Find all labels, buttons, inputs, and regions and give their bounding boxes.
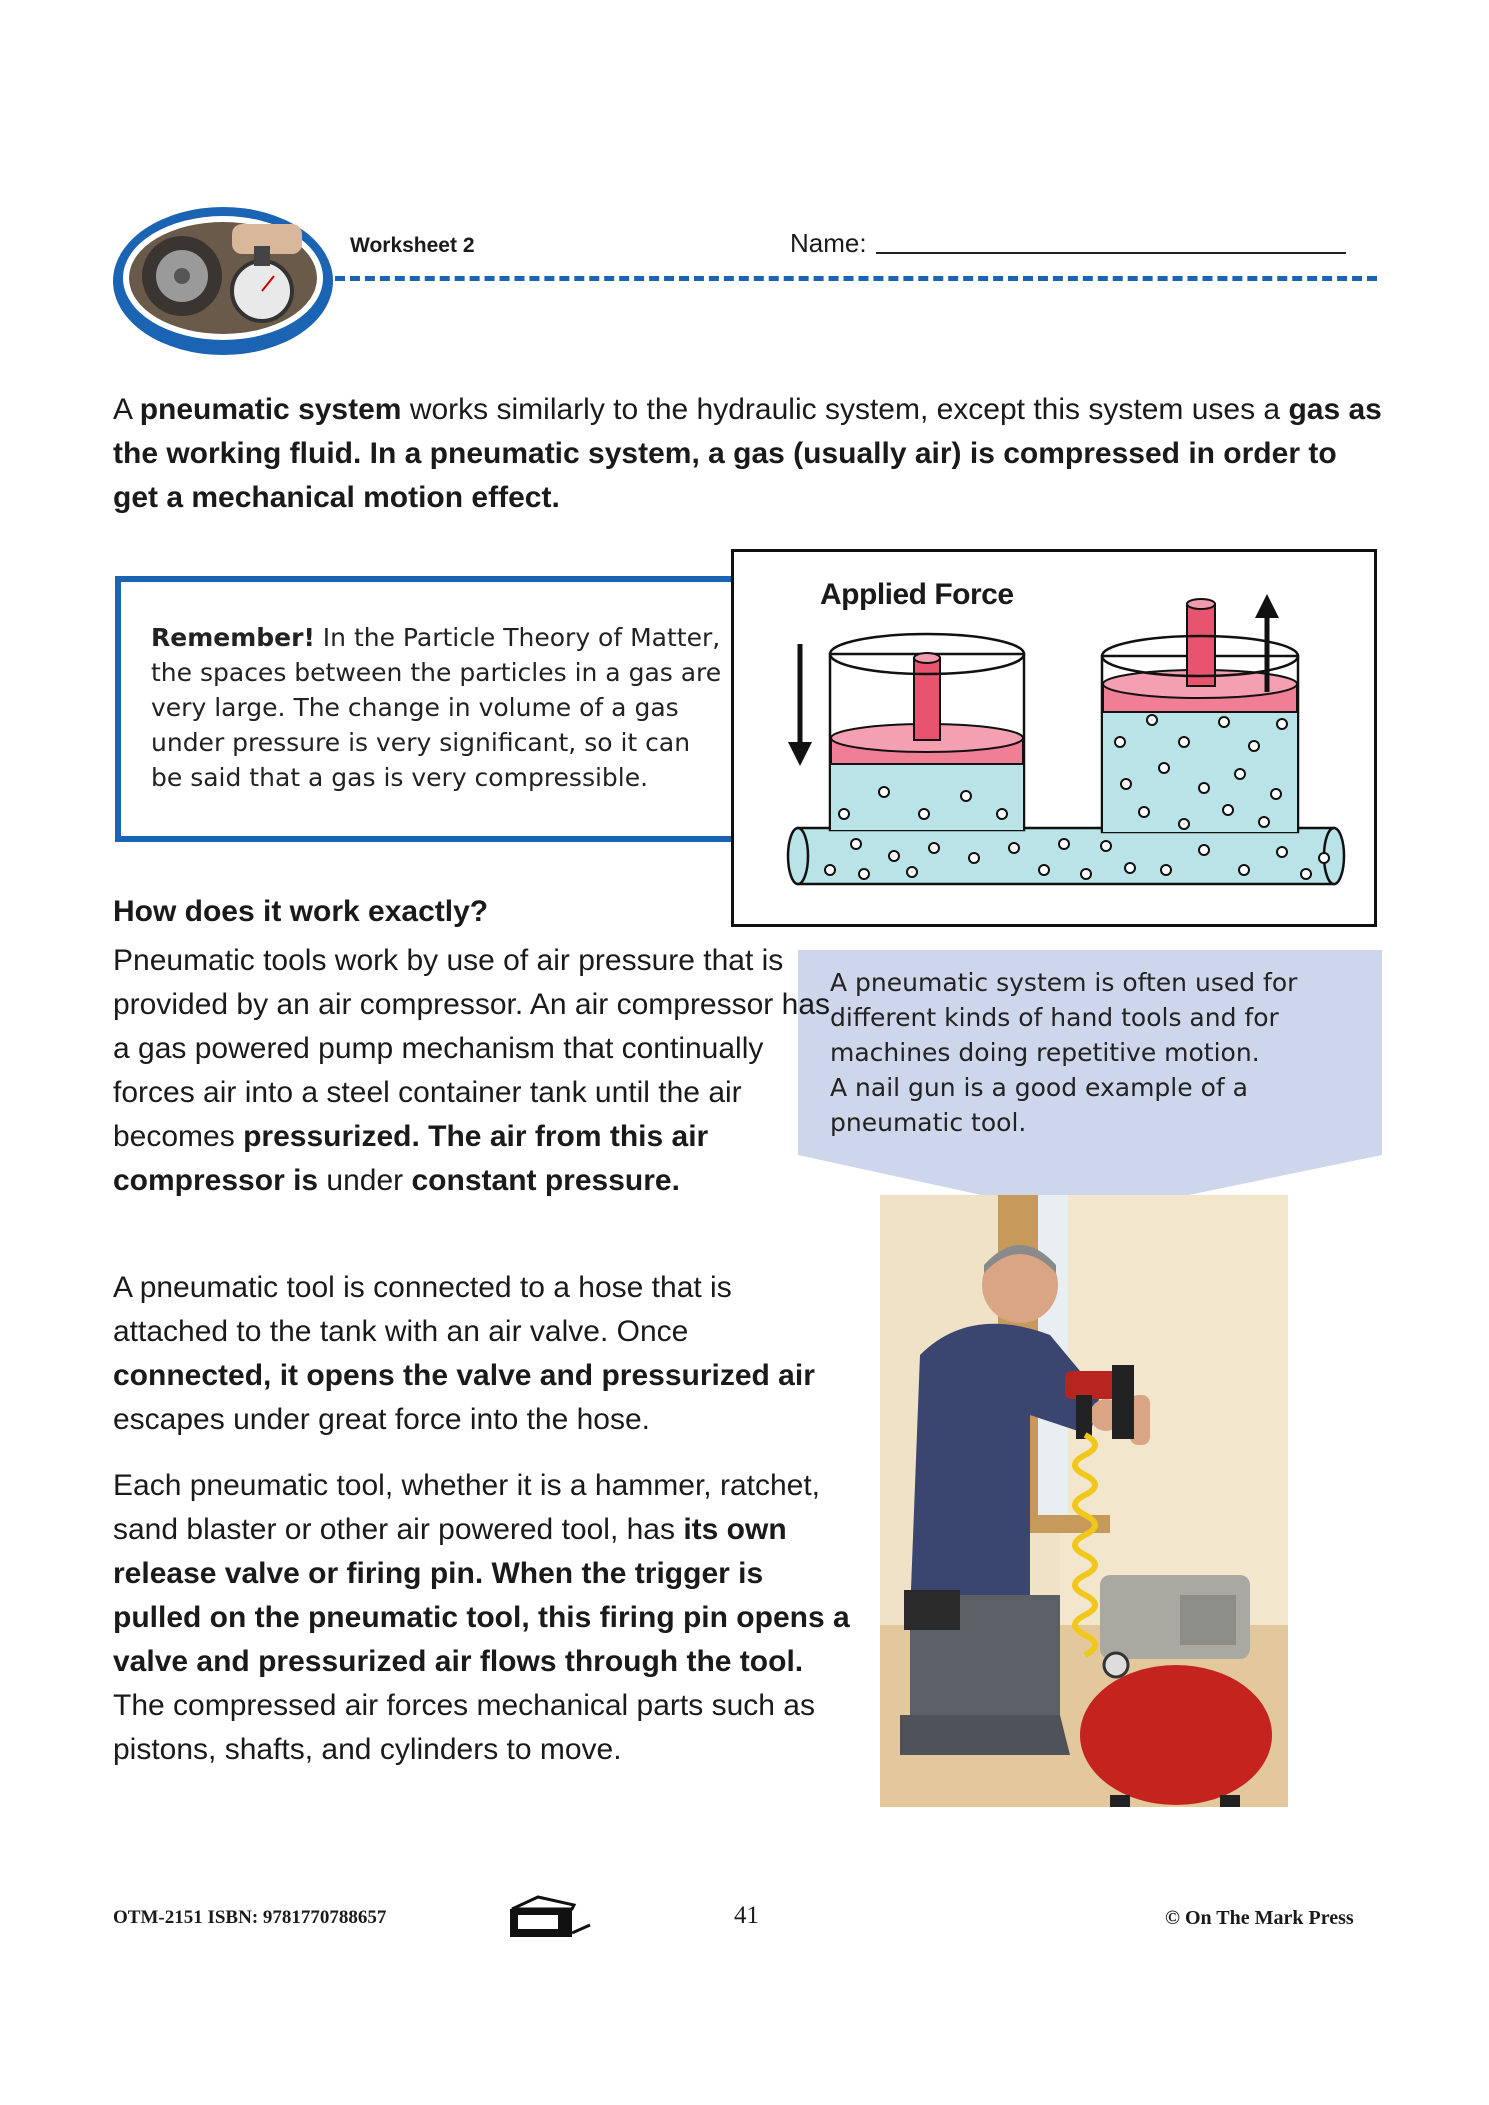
remember-box bbox=[115, 576, 755, 842]
worksheet-label: Worksheet 2 bbox=[350, 234, 475, 257]
pneumatic-diagram bbox=[731, 549, 1377, 927]
diagram-drawing bbox=[734, 552, 1374, 924]
header-dashed-divider bbox=[335, 276, 1377, 281]
callout-text bbox=[830, 965, 1350, 1140]
name-label: Name: bbox=[790, 228, 867, 258]
footer-book-icon bbox=[508, 1895, 592, 1939]
callout-line-2: A nail gun is a good example of a pneumatic tool. bbox=[830, 1073, 1248, 1137]
paragraph-release-valve: Each pneumatic tool, whether it is a hammer, ratchet, sand blaster or other air powered tool, has its own release valve or firing pin. When the trigger is pulled on the pneumatic tool, this firing pin opens a valve and pressurized air flows through the tool. The compressed air forces mechanical parts such as pistons, shafts, and cylinders to move. bbox=[113, 1469, 850, 1766]
page-number: 41 bbox=[734, 1902, 759, 1929]
callout-line-1: A pneumatic system is often used for different kinds of hand tools and for machines doing repetitive motion. bbox=[830, 968, 1298, 1067]
paragraph-hose-connection: A pneumatic tool is connected to a hose that is attached to the tank with an air valve. Once connected, it opens the valve and pressurized air escapes under great force into the hose. bbox=[113, 1271, 815, 1436]
section-title: How does it work exactly? bbox=[113, 895, 489, 928]
intro-paragraph: A pneumatic system works similarly to the hydraulic system, except this system uses a gas as the working fluid. In a pneumatic system, a gas (usually air) is compressed in order to get a mechanical motion effect. bbox=[113, 393, 1382, 514]
remember-lead: Remember! bbox=[151, 623, 315, 652]
term-pneumatic-system: pneumatic system bbox=[139, 393, 402, 426]
nail-gun-photo bbox=[880, 1195, 1288, 1807]
remember-text: In the Particle Theory of Matter, the spaces between the particles in a gas are very large. The change in volume of a gas under pressure is very significant, so it can be said that a gas is very compressible. bbox=[151, 623, 722, 792]
footer-publisher: © On The Mark Press bbox=[1165, 1907, 1354, 1929]
diagram-title: Applied Force bbox=[820, 578, 1014, 611]
header-logo-tire-gauge-image bbox=[112, 206, 334, 356]
paragraph-how-it-works: Pneumatic tools work by use of air pressure that is provided by an air compressor. An air compressor has a gas powered pump mechanism that continually forces air into a steel container tank until the air becomes pressurized. The air from this air compressor is under constant pressure. bbox=[113, 944, 830, 1197]
name-blank-line[interactable] bbox=[876, 252, 1346, 254]
footer-isbn: OTM-2151 ISBN: 9781770788657 bbox=[113, 1907, 387, 1928]
